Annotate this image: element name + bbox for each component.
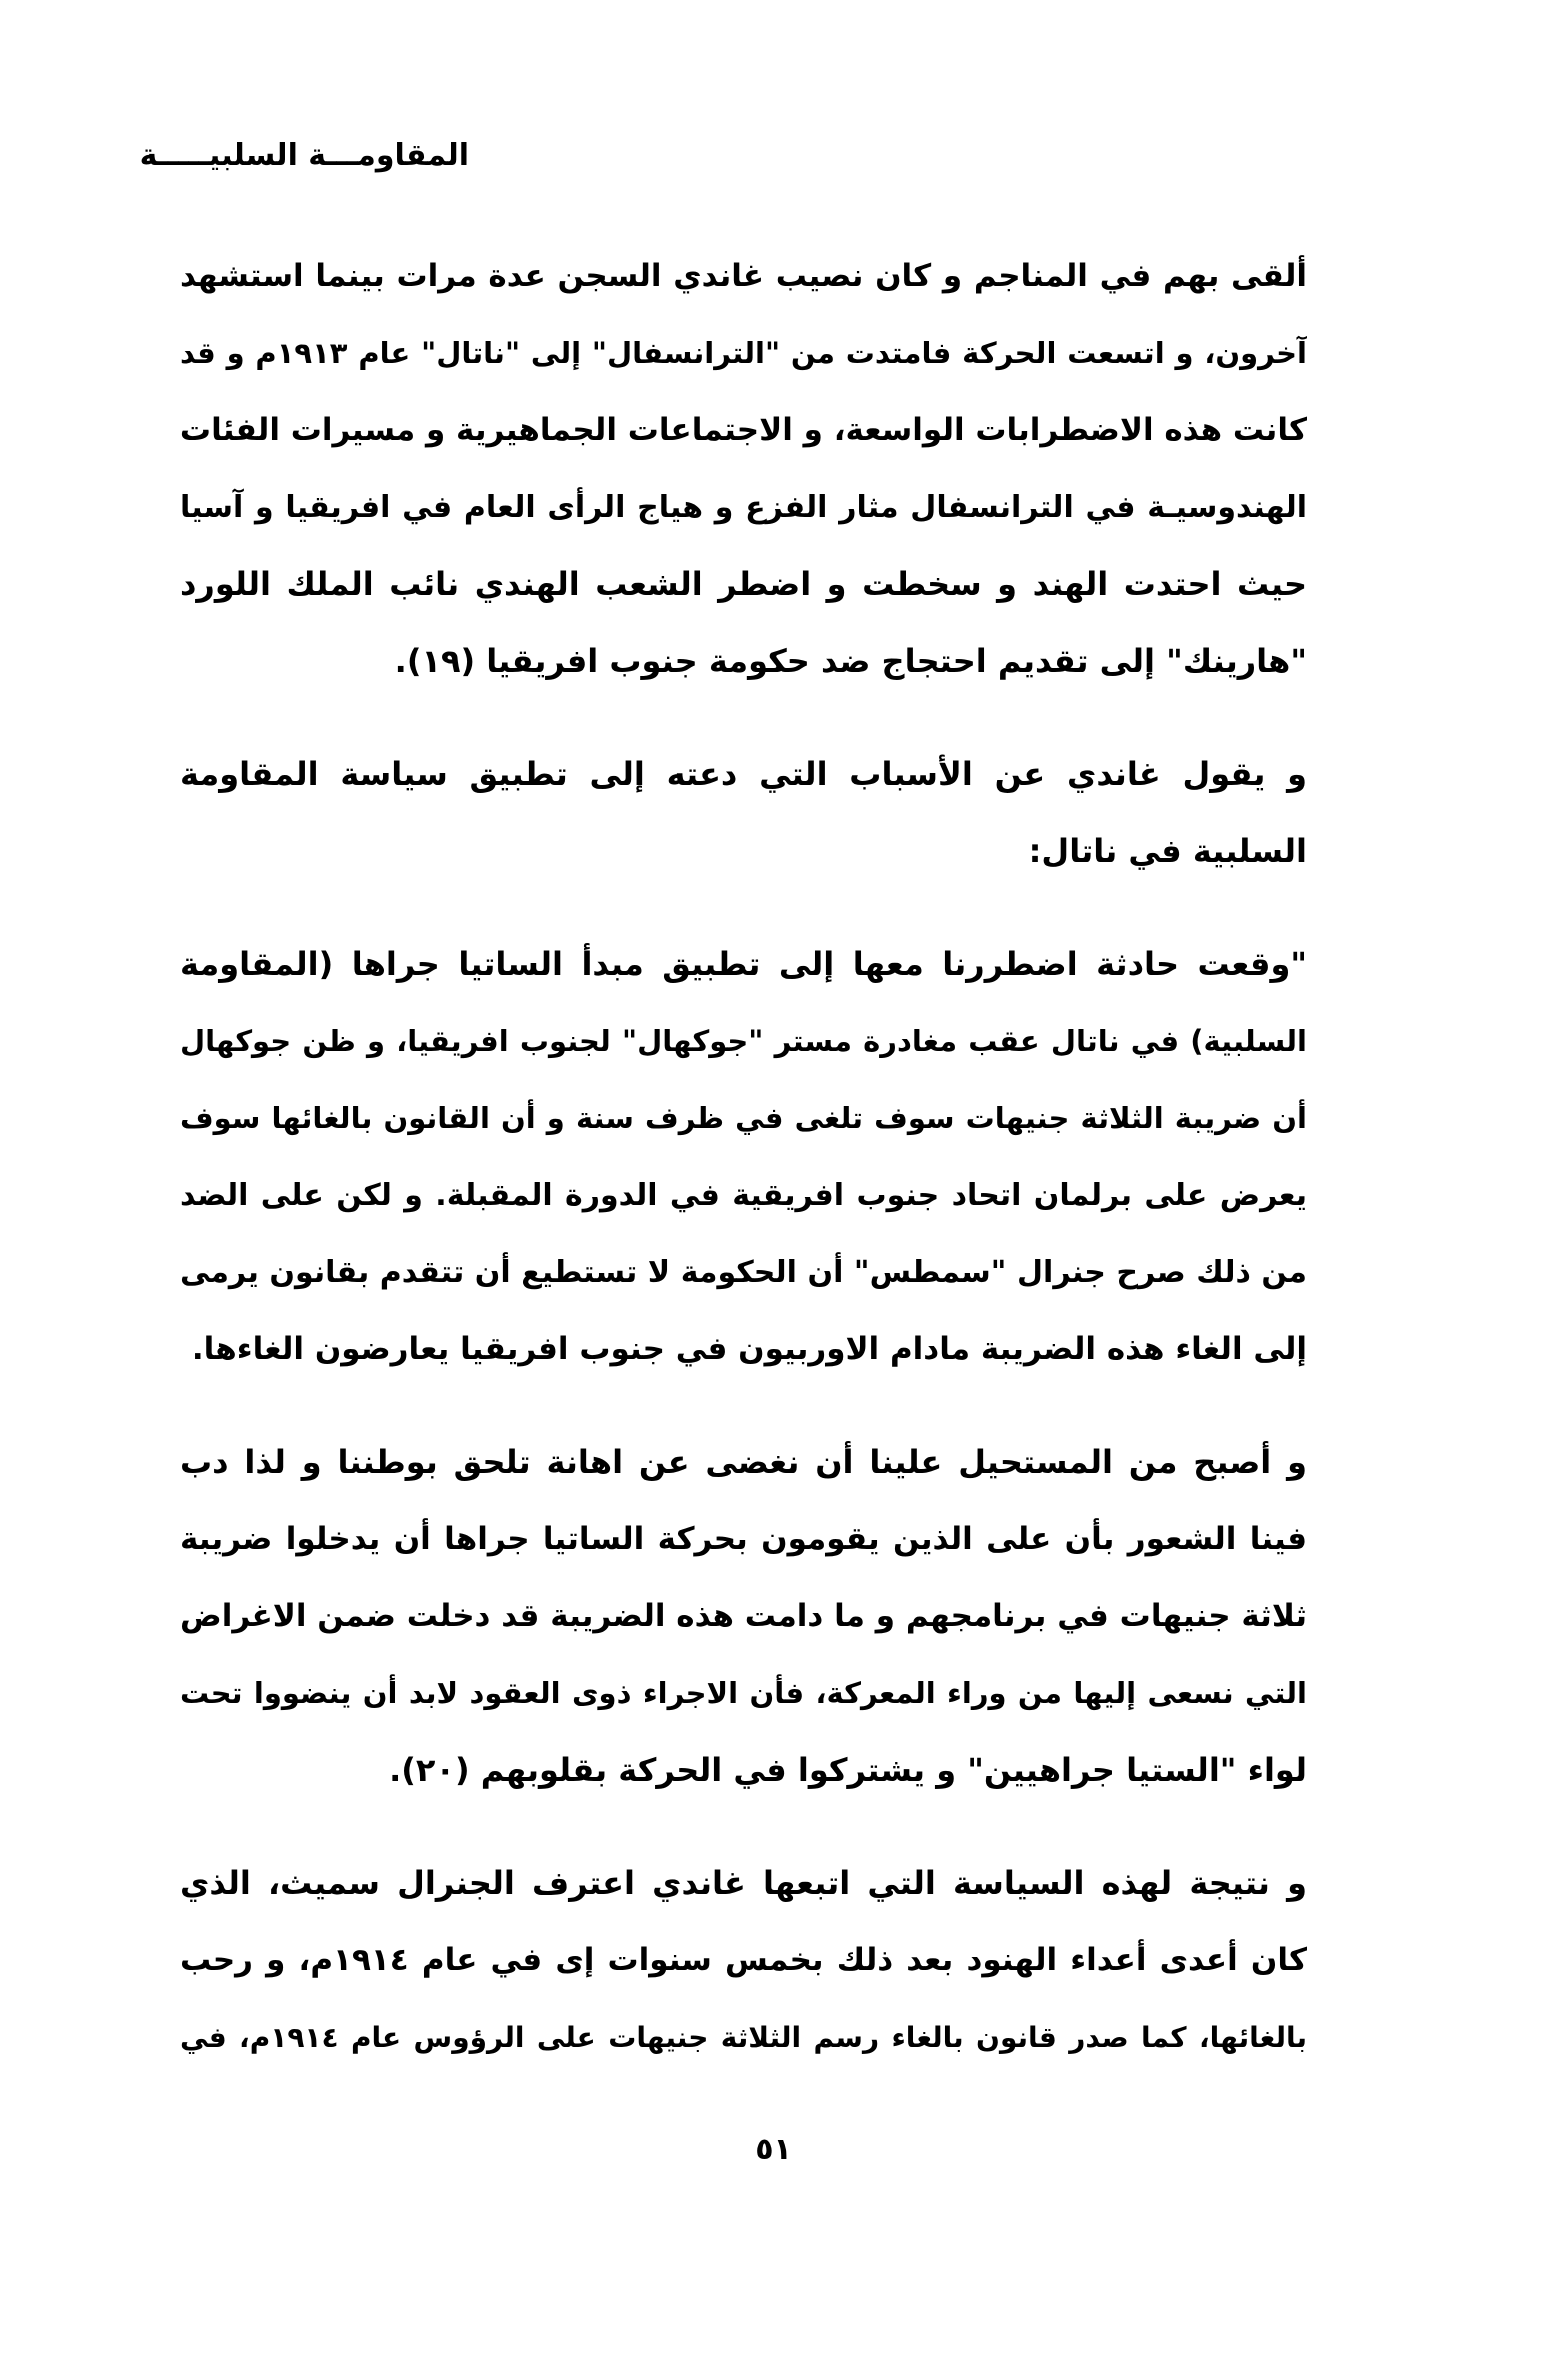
paragraph-3-quotation bbox=[180, 926, 1307, 1388]
text-line: يعرض على برلمان اتحاد جنوب افريقية في الدورة المقبلة. و لكن على الضد bbox=[180, 1178, 1307, 1213]
body-text bbox=[180, 238, 1307, 2112]
text-line: حيث احتدت الهند و سخطت و اضطر الشعب الهندي نائب الملك اللورد bbox=[180, 565, 1307, 603]
text-line: الهندوسيـة في الترانسفال مثار الفزع و هياج الرأى العام في افريقيا و آسيا bbox=[180, 490, 1307, 525]
page-number: ٥١ bbox=[755, 2132, 792, 2167]
text-line: بالغائها، كما صدر قانون بالغاء رسم الثلاثة جنيهات على الرؤوس عام ١٩١٤م، في bbox=[180, 2021, 1307, 2054]
text-line: و نتيجة لهذه السياسة التي اتبعها غاندي اعترف الجنرال سميث، الذي bbox=[180, 1864, 1307, 1902]
text-line: من ذلك صرح جنرال "سمطس" أن الحكومة لا تستطيع أن تتقدم بقانون يرمى bbox=[180, 1255, 1307, 1290]
text-line: ثلاثة جنيهات في برنامجهم و ما دامت هذه الضريبة قد دخلت ضمن الاغراض bbox=[180, 1598, 1307, 1634]
text-line: السلبية) في ناتال عقب مغادرة مستر "جوكهال" لجنوب افريقيا، و ظن جوكهال bbox=[180, 1024, 1307, 1058]
paragraph-1 bbox=[180, 238, 1307, 700]
text-line: لواء "الستيا جراهيين" و يشتركوا في الحركة بقلوبهم (٢٠). bbox=[389, 1751, 1307, 1789]
text-line: آخرون، و اتسعت الحركة فامتدت من "الترانسفال" إلى "ناتال" عام ١٩١٣م و قد bbox=[180, 336, 1307, 370]
text-line: فينا الشعور بأن على الذين يقومون بحركة الساتيا جراها أن يدخلوا ضريبة bbox=[180, 1521, 1307, 1557]
paragraph-4 bbox=[180, 1424, 1307, 1809]
paragraph-2 bbox=[180, 736, 1307, 890]
text-line: و أصبح من المستحيل علينا أن نغضى عن اهانة تلحق بوطننا و لذا دب bbox=[180, 1443, 1307, 1481]
paragraph-5 bbox=[180, 1845, 1307, 2076]
text-line: "وقعت حادثة اضطررنا معها إلى تطبيق مبدأ الساتيا جراها (المقاومة bbox=[180, 945, 1307, 983]
text-line: السلبية في ناتال: bbox=[1028, 832, 1307, 870]
text-line: و يقول غاندي عن الأسباب التي دعته إلى تطبيق سياسة المقاومة bbox=[180, 755, 1307, 793]
text-line: التي نسعى إليها من وراء المعركة، فأن الاجراء ذوى العقود لابد أن ينضووا تحت bbox=[180, 1676, 1307, 1710]
text-line: أن ضريبة الثلاثة جنيهات سوف تلغى في ظرف سنة و أن القانون بالغائها سوف bbox=[180, 1101, 1307, 1135]
text-line: كان أعدى أعداء الهنود بعد ذلك بخمس سنوات إى في عام ١٩١٤م، و رحب bbox=[180, 1942, 1307, 1978]
text-line: "هارينك" إلى تقديم احتجاج ضد حكومة جنوب افريقيا (١٩). bbox=[394, 642, 1307, 680]
text-line: إلى الغاء هذه الضريبة مادام الاوربيون في جنوب افريقيا يعارضون الغاءها. bbox=[191, 1331, 1307, 1367]
text-line: كانت هذه الاضطرابات الواسعة، و الاجتماعات الجماهيرية و مسيرات الفئات bbox=[180, 412, 1307, 448]
text-line: ألقى بهم في المناجم و كان نصيب غاندي السجن عدة مرات بينما استشهد bbox=[180, 258, 1307, 294]
running-header-title: المقاومـــة السلبيـــــة bbox=[139, 138, 469, 173]
